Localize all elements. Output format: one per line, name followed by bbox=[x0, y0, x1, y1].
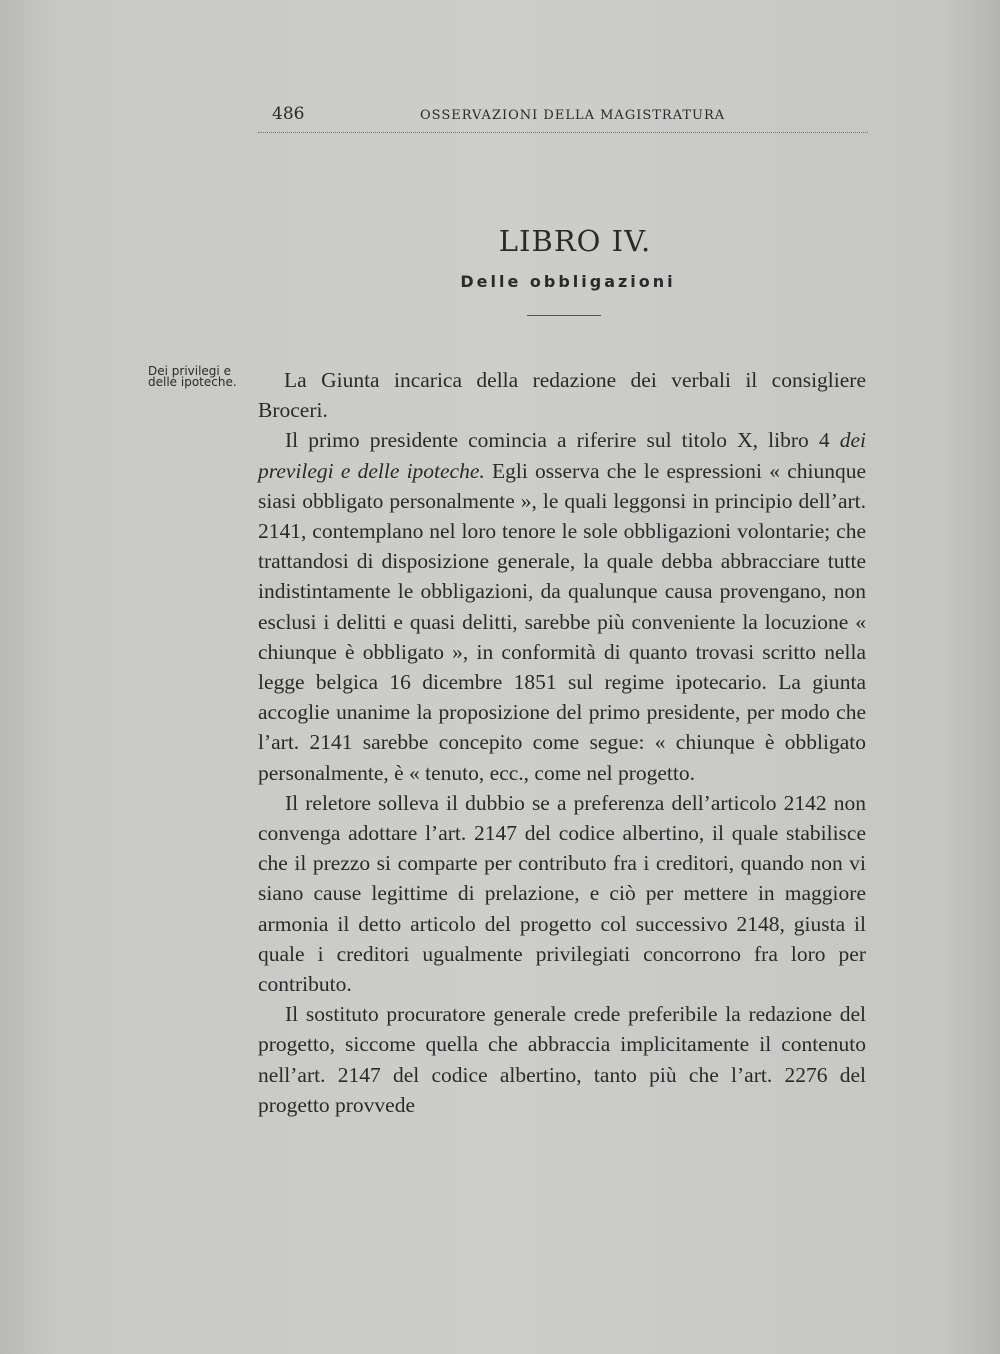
page-number: 486 bbox=[272, 104, 305, 124]
book-title: LIBRO IV. bbox=[498, 224, 652, 258]
running-head: OSSERVAZIONI DELLA MAGISTRATURA bbox=[420, 108, 726, 123]
page-header bbox=[258, 102, 868, 133]
title-rule bbox=[527, 315, 601, 316]
margin-note: Dei privilegi e delle ipoteche. bbox=[148, 364, 237, 389]
paragraph bbox=[258, 365, 866, 425]
paragraph-text: Il primo presidente comincia a riferire sul titolo X, libro 4 bbox=[285, 428, 840, 453]
paragraph-text: Il sostituto procuratore generale crede preferibile la redazione del progetto, siccome quella che abbraccia implicitamente il contenuto nell’art. 2147 del codice albertino, tanto più che l’art. 2276 del progetto provvede bbox=[258, 1002, 866, 1117]
paragraph bbox=[258, 788, 866, 999]
italic-title: dei previlegi e delle ipoteche. bbox=[258, 428, 866, 483]
paragraph-text: Il reletore solleva il dubbio se a preferenza dell’articolo 2142 non convenga adottare l’art. 2147 del codice albertino, il quale stabilisce che il prezzo si comparte per contributo fra i creditori, quando non vi siano cause legittime di prelazione, e ciò per mettere in maggiore armonia il detto articolo del progetto col successivo 2148, giusta il quale i creditori ugualmente privilegiati concorrono fra loro per contributo. bbox=[258, 790, 866, 997]
paragraph bbox=[258, 999, 866, 1120]
book-subtitle: Delle obbligazioni bbox=[460, 272, 676, 291]
paragraph-text: La Giunta incarica della redazione dei verbali il consigliere Broceri. bbox=[258, 368, 866, 423]
body-text bbox=[258, 365, 866, 1120]
paragraph-text: Egli osserva che le espressioni « chiunque siasi obbligato personalmente », le quali leggonsi in principio dell’art. 2141, contemplano nel loro tenore le sole obbligazioni volontarie; che trattandosi di disposizione generale, la quale debba abbracciare tutte indistintamente le obbligazioni, da qualunque causa provengano, non esclusi i delitti e quasi delitti, sarebbe più conveniente la locuzione « chiunque è obbligato », in conformità di quanto trovasi scritto nella legge belgica 16 dicembre 1851 sul regime ipotecario. La giunta accoglie unanime la proposizione del primo presidente, per modo che l’art. 2141 sarebbe concepito come segue: « chiunque è obbligato personalmente, è « tenuto, ecc., come nel progetto. bbox=[258, 458, 866, 785]
paragraph bbox=[258, 425, 866, 787]
